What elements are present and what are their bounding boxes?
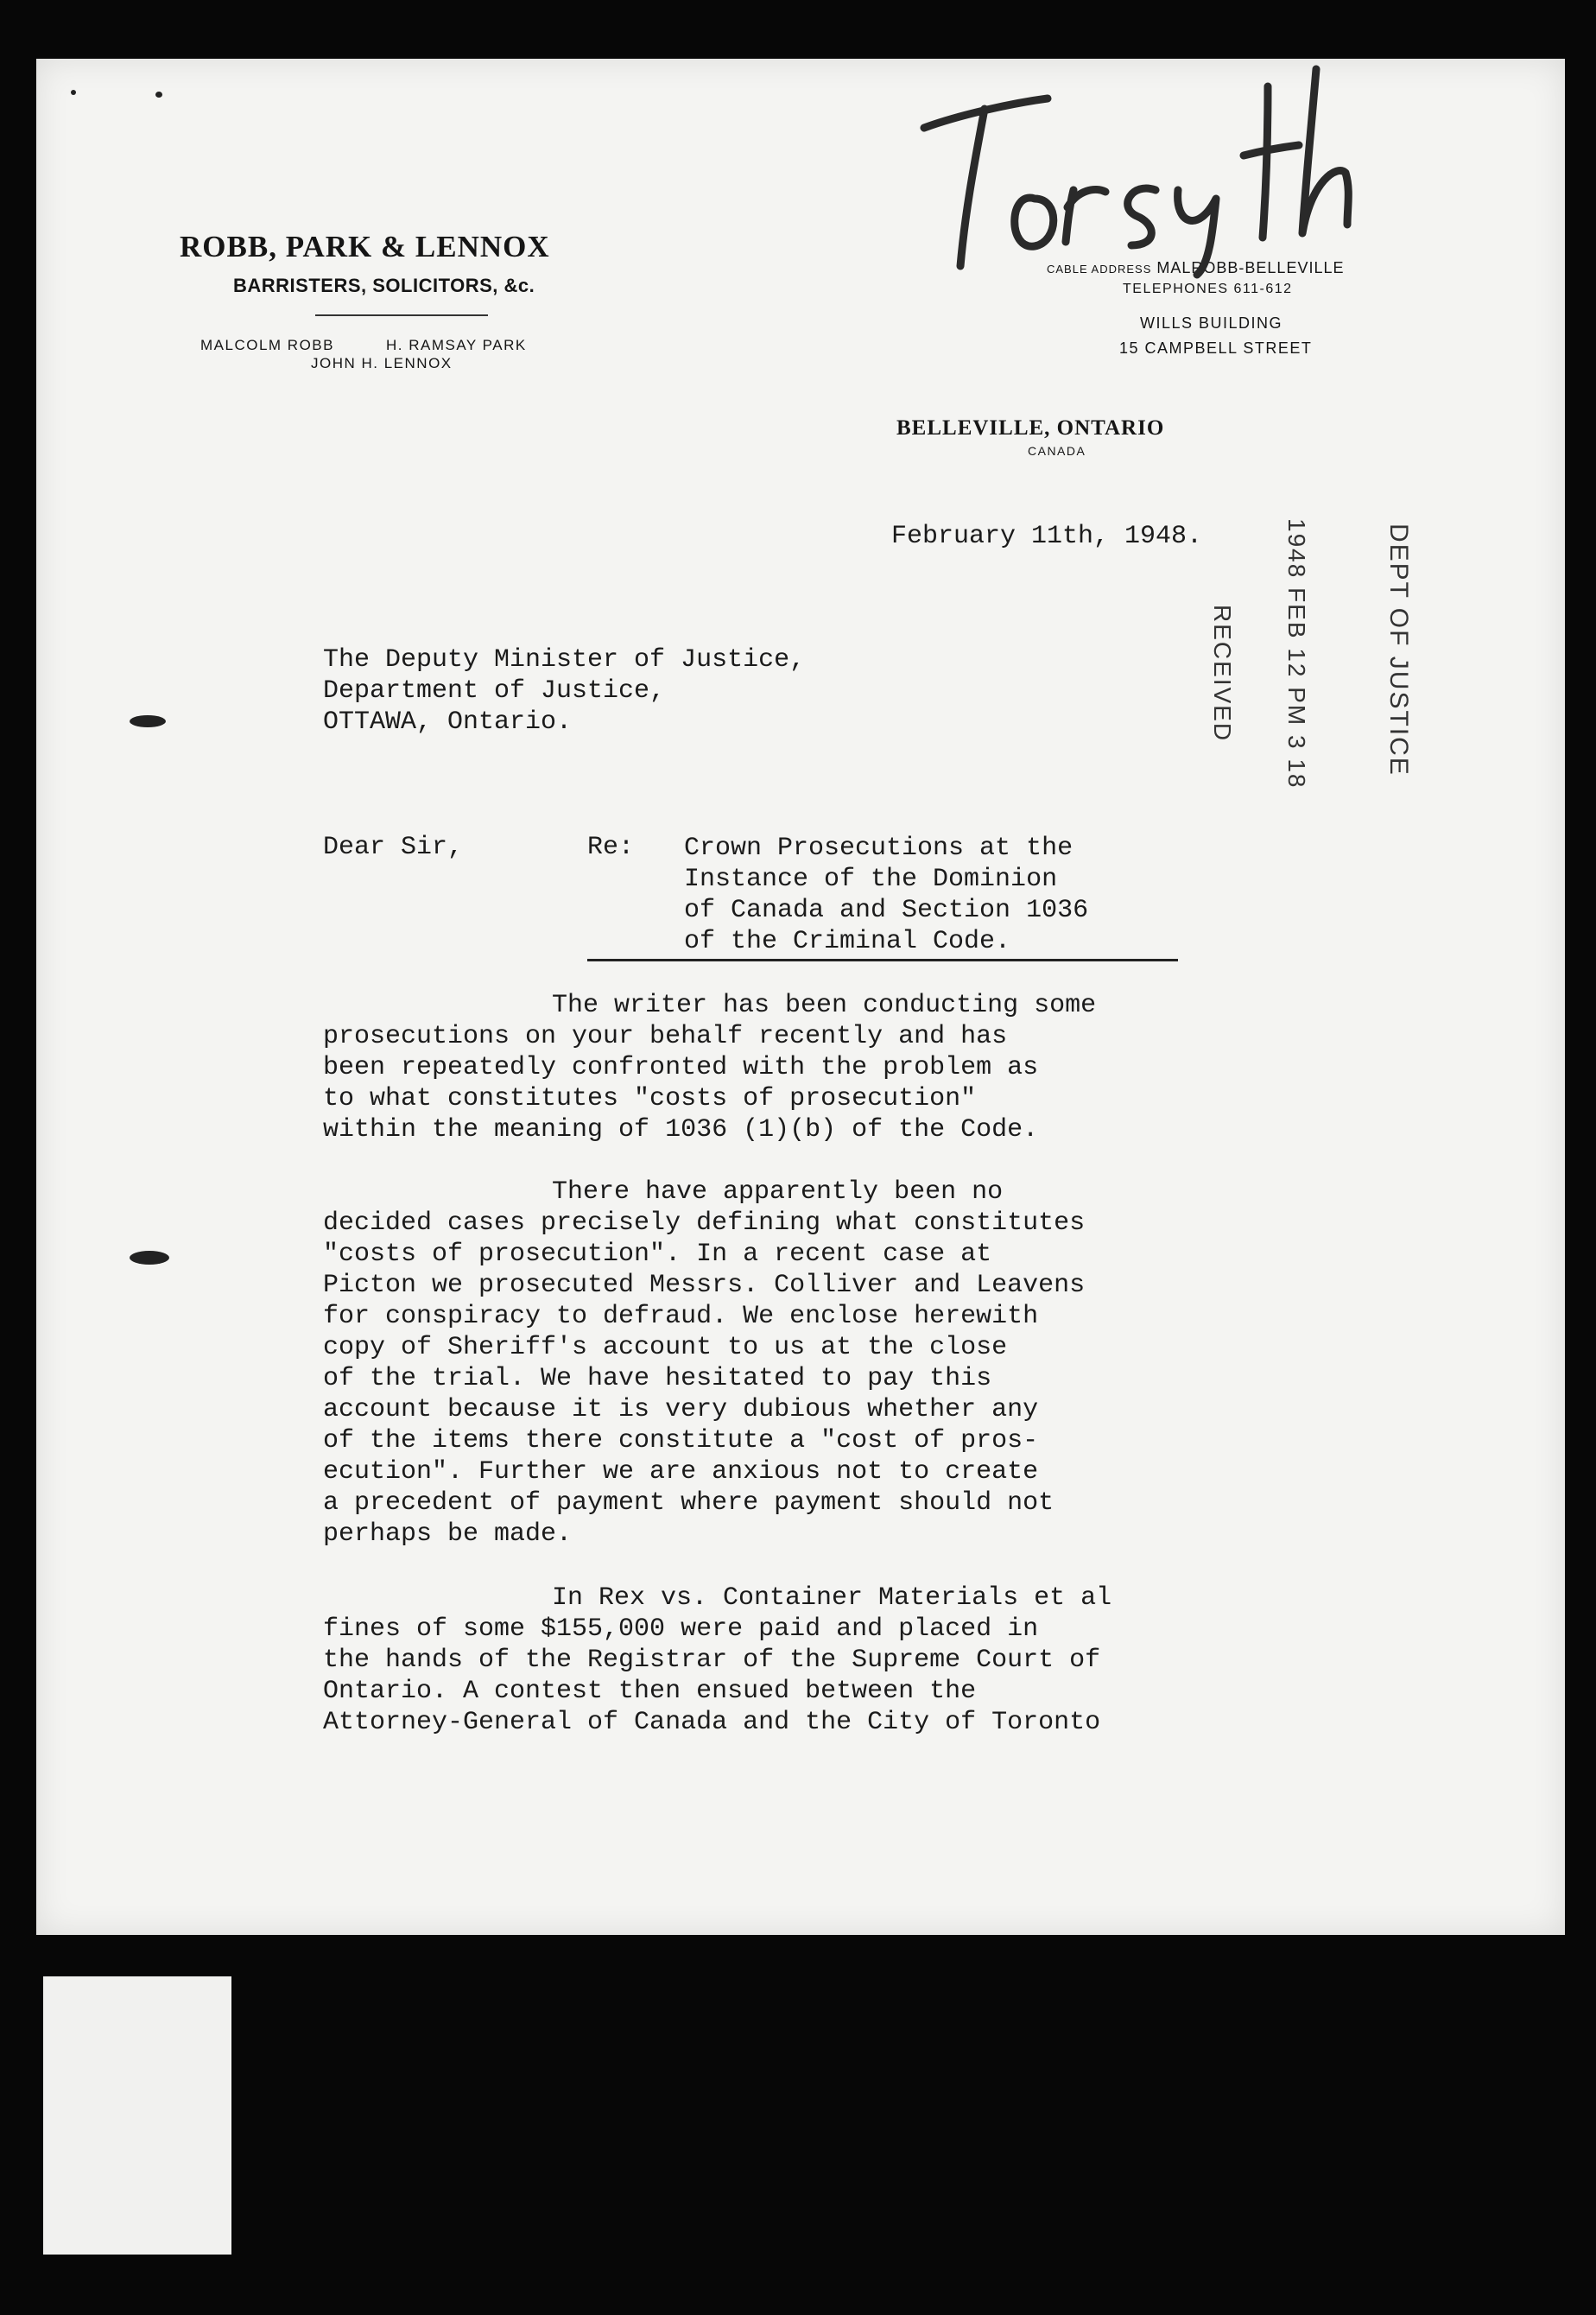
firm-name: ROBB, PARK & LENNOX xyxy=(180,230,550,263)
cable-label: CABLE ADDRESS xyxy=(1047,263,1152,276)
body-line: of the items there constitute a "cost of pros- xyxy=(323,1426,1039,1456)
stamp-line-2: 1948 FEB 12 PM 3 18 xyxy=(1283,518,1310,790)
firm-subtitle: BARRISTERS, SOLICITORS, &c. xyxy=(233,275,535,296)
body-line: been repeatedly confronted with the problem as xyxy=(323,1053,1039,1082)
body-line: the hands of the Registrar of the Supreme Court of xyxy=(323,1646,1101,1675)
partners-line-1 xyxy=(200,337,527,354)
handwritten-signature xyxy=(905,60,1389,285)
address-line: The Deputy Minister of Justice, xyxy=(323,645,806,675)
telephones: TELEPHONES 611-612 xyxy=(1123,282,1293,296)
body-line: Picton we prosecuted Messrs. Colliver and Leavens xyxy=(323,1271,1086,1300)
city: BELLEVILLE, ONTARIO xyxy=(896,416,1165,440)
subject-text: Crown Prosecutions at the xyxy=(684,834,1074,863)
salutation: Dear Sir, xyxy=(323,833,464,862)
country: CANADA xyxy=(1028,444,1086,458)
body-line: copy of Sheriff's account to us at the close xyxy=(323,1333,1008,1362)
body-line: perhaps be made. xyxy=(323,1519,573,1549)
scan-mark xyxy=(130,715,166,727)
letter-date: February 11th, 1948. xyxy=(891,522,1203,551)
subject-line xyxy=(684,833,1088,957)
body-line: to what constitutes "costs of prosecution" xyxy=(323,1084,977,1113)
partner-name: MALCOLM ROBB xyxy=(200,337,334,353)
subject-text: Instance of the Dominion xyxy=(684,865,1058,894)
body-line: for conspiracy to defraud. We enclose herewith xyxy=(323,1302,1039,1331)
re-label: Re: xyxy=(587,833,635,862)
recipient-address xyxy=(323,644,805,738)
body-line: prosecutions on your behalf recently and has xyxy=(323,1022,1008,1051)
body-line: In Rex vs. Container Materials et al xyxy=(552,1583,1112,1613)
scan-mark xyxy=(155,92,162,98)
body-line: The writer has been conducting some xyxy=(552,991,1097,1020)
body-line: decided cases precisely defining what constitutes xyxy=(323,1208,1086,1238)
body-paragraph-3 xyxy=(323,1582,1112,1738)
body-paragraph-2 xyxy=(323,1177,1085,1550)
street-address: 15 CAMPBELL STREET xyxy=(1119,339,1313,357)
subject-text: of the Criminal Code. xyxy=(684,927,1011,956)
body-line: fines of some $155,000 were paid and placed in xyxy=(323,1614,1039,1644)
partner-name: JOHN H. LENNOX xyxy=(311,355,453,371)
building: WILLS BUILDING xyxy=(1140,314,1283,332)
stamp-line-3: RECEIVED xyxy=(1209,605,1236,743)
body-line: within the meaning of 1036 (1)(b) of the Code. xyxy=(323,1115,1039,1145)
subject-text: of Canada and Section 1036 xyxy=(684,896,1089,925)
cable-value: MALROBB-BELLEVILLE xyxy=(1156,259,1345,276)
body-line: of the trial. We have hesitated to pay this xyxy=(323,1364,992,1393)
body-line: Attorney-General of Canada and the City of Toronto xyxy=(323,1708,1101,1737)
subject-underline xyxy=(587,959,1178,961)
film-leader-tab xyxy=(43,1976,231,2255)
body-line: a precedent of payment where payment should not xyxy=(323,1488,1054,1518)
body-line: Ontario. A contest then ensued between the xyxy=(323,1677,977,1706)
scan-mark xyxy=(71,90,76,95)
body-line: account because it is very dubious whether any xyxy=(323,1395,1039,1424)
scan-mark xyxy=(130,1251,169,1265)
received-stamp xyxy=(1192,518,1416,881)
address-line: Department of Justice, xyxy=(323,676,666,706)
body-line: There have apparently been no xyxy=(552,1177,1004,1207)
letterhead-divider xyxy=(315,314,488,316)
body-paragraph-1 xyxy=(323,990,1096,1145)
partner-name: H. RAMSAY PARK xyxy=(385,337,527,353)
body-line: "costs of prosecution". In a recent case at xyxy=(323,1240,992,1269)
address-line: OTTAWA, Ontario. xyxy=(323,707,573,737)
body-line: ecution". Further we are anxious not to create xyxy=(323,1457,1039,1487)
stamp-line-1: DEPT OF JUSTICE xyxy=(1384,523,1413,777)
